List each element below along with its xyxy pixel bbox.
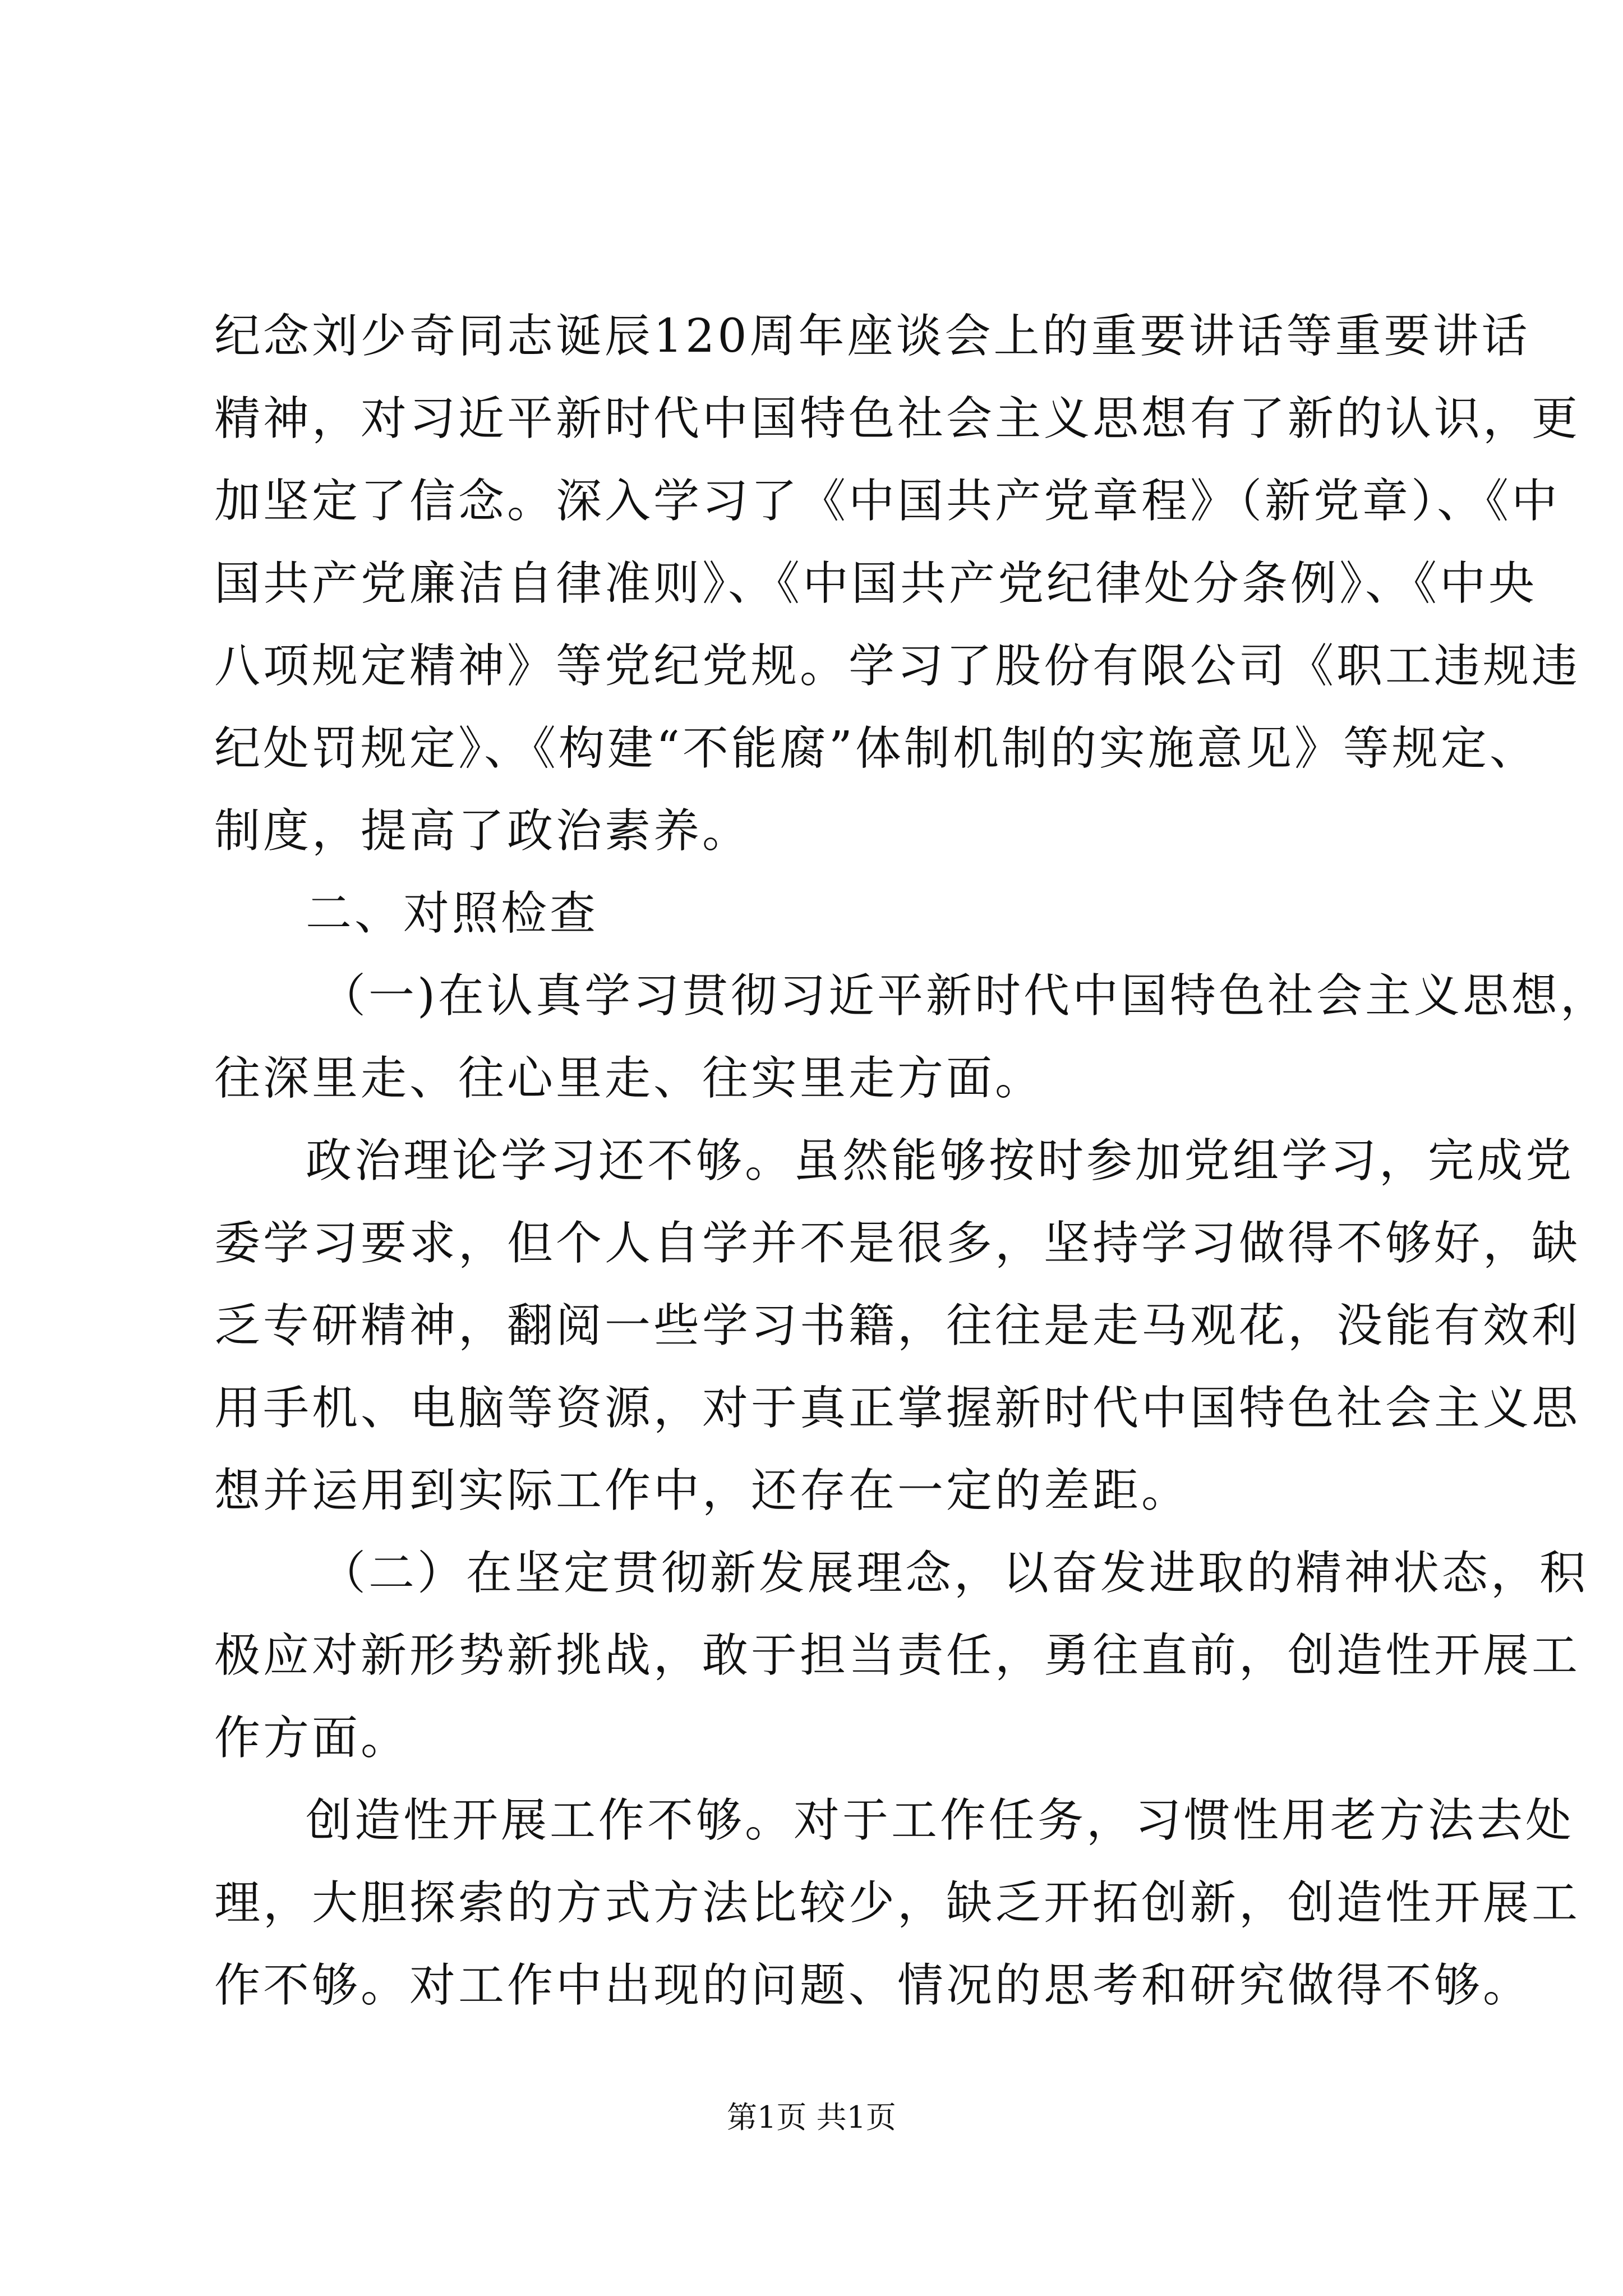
subsection-heading-continued: 作方面。 (214, 1711, 410, 1765)
subsection-heading: （一)在认真学习贯彻习近平新时代中国特色社会主义思想， (320, 969, 1609, 1023)
subsection-heading-continued: 往深里走、往心里走、往实里走方面。 (214, 1052, 1044, 1105)
body-text-line: 国共产党廉洁自律准则》、《中国共产党纪律处分条例》、《中央 (214, 557, 1538, 610)
body-text-line: 委学习要求，但个人自学并不是很多，坚持学习做得不够好，缺 (214, 1217, 1581, 1270)
body-text-line: 用手机、电脑等资源，对于真正掌握新时代中国特色社会主义思 (214, 1382, 1581, 1435)
body-text-line: 作不够。对工作中出现的问题、情况的思考和研究做得不够。 (214, 1959, 1532, 2012)
body-text-line: 乏专研精神，翻阅一些学习书籍，往往是走马观花，没能有效利 (214, 1299, 1581, 1352)
body-text-line: 八项规定精神》等党纪党规。学习了股份有限公司《职工违规违 (214, 639, 1581, 693)
body-text-line: 理，大胆探索的方式方法比较少，缺乏开拓创新，创造性开展工 (214, 1876, 1581, 1930)
body-text-line: 政治理论学习还不够。虽然能够按时参加党组学习，完成党 (306, 1134, 1575, 1188)
body-text-line: 想并运用到实际工作中，还存在一定的差距。 (214, 1464, 1191, 1517)
body-text-line: 创造性开展工作不够。对于工作任务，习惯性用老方法去处 (306, 1794, 1575, 1847)
body-text-line: 纪念刘少奇同志诞辰120周年座谈会上的重要讲话等重要讲话 (214, 310, 1530, 363)
page-footer: 第1页 共1页 (727, 2100, 896, 2135)
body-text-line: 制度，提高了政治素养。 (214, 804, 751, 858)
body-text-line: 纪处罚规定》、《构建“不能腐”体制机制的实施意见》等规定、 (214, 722, 1538, 775)
section-heading: 二、对照检查 (306, 887, 599, 940)
body-text-line: 精神，对习近平新时代中国特色社会主义思想有了新的认识，更 (214, 392, 1581, 445)
subsection-heading-continued: 极应对新形势新挑战，敢于担当责任，勇往直前，创造性开展工 (214, 1629, 1581, 1682)
subsection-heading: （二）在坚定贯彻新发展理念，以奋发进取的精神状态，积 (320, 1547, 1589, 1600)
body-text-line: 加坚定了信念。深入学习了《中国共产党章程》（新党章）、《中 (214, 475, 1561, 528)
